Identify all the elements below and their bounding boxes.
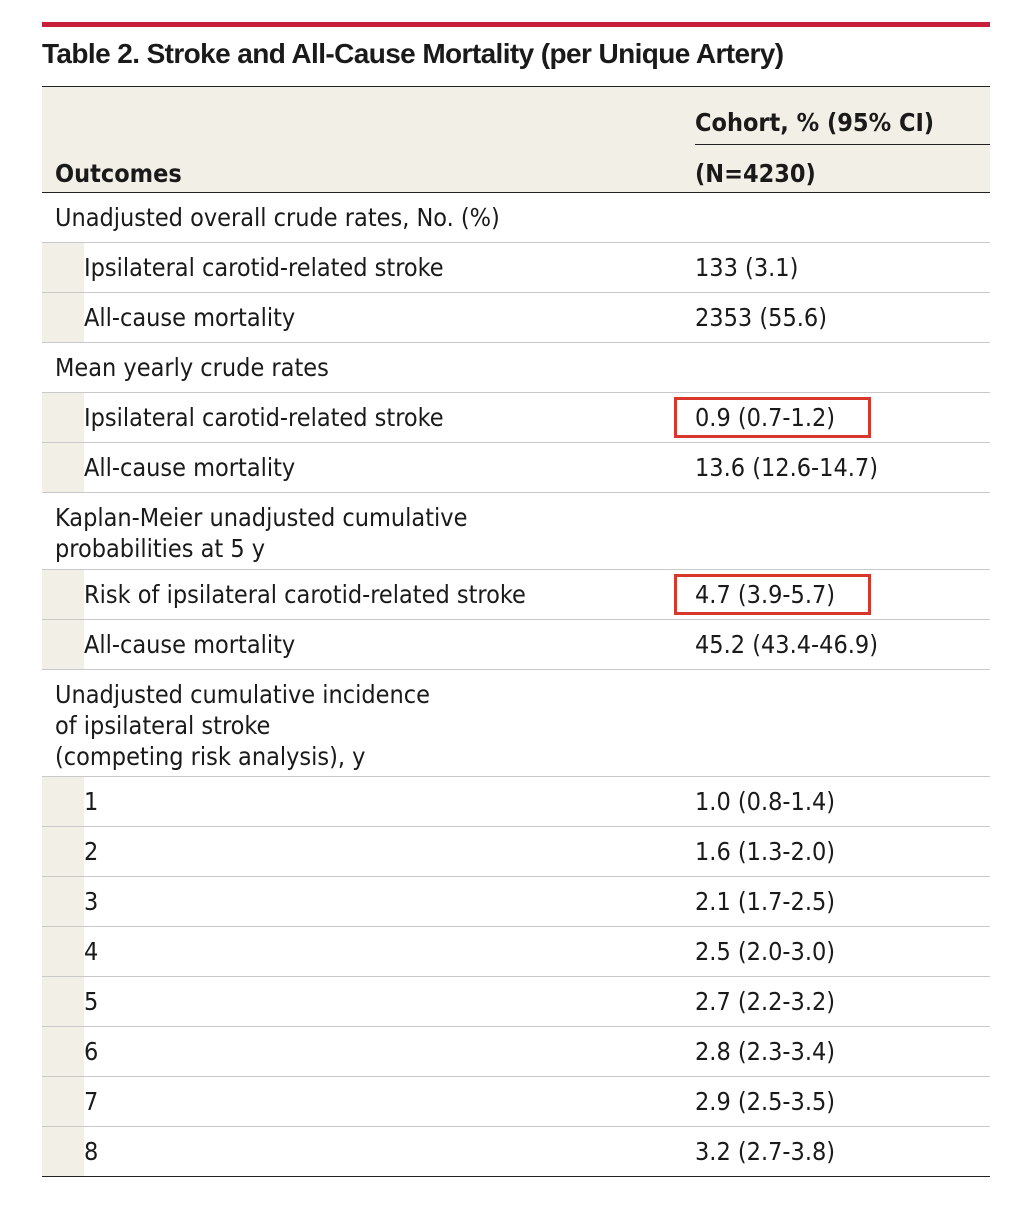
row-indent xyxy=(42,777,84,826)
row-label: All-cause mortality xyxy=(84,303,296,332)
row-value: 45.2 (43.4-46.9) xyxy=(695,630,878,659)
row-label: 1 xyxy=(84,787,99,816)
row-indent xyxy=(42,443,84,492)
table-row xyxy=(42,243,990,293)
row-label: All-cause mortality xyxy=(84,630,296,659)
table-row xyxy=(42,1127,990,1177)
row-value: 13.6 (12.6-14.7) xyxy=(695,453,878,482)
row-label: 7 xyxy=(84,1087,99,1116)
table-body xyxy=(42,193,990,1177)
section-label: Unadjusted overall crude rates, No. (%) xyxy=(55,203,500,232)
section-row xyxy=(42,343,990,393)
row-label: 8 xyxy=(84,1137,99,1166)
row-value: 2.1 (1.7-2.5) xyxy=(695,887,836,916)
table-row xyxy=(42,443,990,493)
row-value: 4.7 (3.9-5.7) xyxy=(695,580,836,609)
section-label: Mean yearly crude rates xyxy=(55,353,329,382)
section-row xyxy=(42,493,990,570)
row-label: Ipsilateral carotid-related stroke xyxy=(84,403,444,432)
row-value: 2.9 (2.5-3.5) xyxy=(695,1087,836,1116)
row-indent xyxy=(42,927,84,976)
section-label: Unadjusted cumulative incidence of ipsilateral stroke (competing risk analysis), y xyxy=(55,680,430,771)
table-row xyxy=(42,1027,990,1077)
row-indent xyxy=(42,1127,84,1176)
row-indent xyxy=(42,1077,84,1126)
row-label: 3 xyxy=(84,887,99,916)
row-indent xyxy=(42,243,84,292)
table-title: Table 2. Stroke and All-Cause Mortality (per Unique Artery) xyxy=(42,38,784,69)
table-row xyxy=(42,977,990,1027)
row-value: 1.6 (1.3-2.0) xyxy=(695,837,836,866)
outcomes-table xyxy=(42,86,990,1177)
row-value: 2.7 (2.2-3.2) xyxy=(695,987,836,1016)
section-label: Kaplan-Meier unadjusted cumulative probabilities at 5 y xyxy=(55,503,468,563)
table-row xyxy=(42,570,990,620)
header-outcomes: Outcomes xyxy=(55,159,182,188)
row-label: All-cause mortality xyxy=(84,453,296,482)
table-row xyxy=(42,877,990,927)
row-label: 2 xyxy=(84,837,99,866)
row-value: 0.9 (0.7-1.2) xyxy=(695,403,836,432)
title-accent-rule xyxy=(42,22,990,27)
table-row xyxy=(42,927,990,977)
section-row xyxy=(42,670,990,777)
row-indent xyxy=(42,393,84,442)
row-label: Ipsilateral carotid-related stroke xyxy=(84,253,444,282)
row-label: 6 xyxy=(84,1037,99,1066)
row-indent xyxy=(42,1027,84,1076)
row-indent xyxy=(42,293,84,342)
table-row xyxy=(42,1077,990,1127)
table-header xyxy=(42,86,990,193)
row-indent xyxy=(42,877,84,926)
header-sub-rule xyxy=(695,144,990,145)
row-label: Risk of ipsilateral carotid-related stroke xyxy=(84,580,526,609)
row-indent xyxy=(42,570,84,619)
table-row xyxy=(42,777,990,827)
row-value: 2.5 (2.0-3.0) xyxy=(695,937,836,966)
row-indent xyxy=(42,620,84,669)
row-value: 3.2 (2.7-3.8) xyxy=(695,1137,836,1166)
row-label: 5 xyxy=(84,987,99,1016)
header-cohort: Cohort, % (95% CI) xyxy=(695,108,935,137)
row-value: 1.0 (0.8-1.4) xyxy=(695,787,836,816)
header-sample-size: (N=4230) xyxy=(695,159,816,188)
table-row xyxy=(42,293,990,343)
row-indent xyxy=(42,827,84,876)
table-row xyxy=(42,620,990,670)
row-label: 4 xyxy=(84,937,99,966)
row-value: 133 (3.1) xyxy=(695,253,799,282)
row-value: 2353 (55.6) xyxy=(695,303,827,332)
row-indent xyxy=(42,977,84,1026)
section-row xyxy=(42,193,990,243)
table-row xyxy=(42,827,990,877)
row-value: 2.8 (2.3-3.4) xyxy=(695,1037,836,1066)
table-row xyxy=(42,393,990,443)
